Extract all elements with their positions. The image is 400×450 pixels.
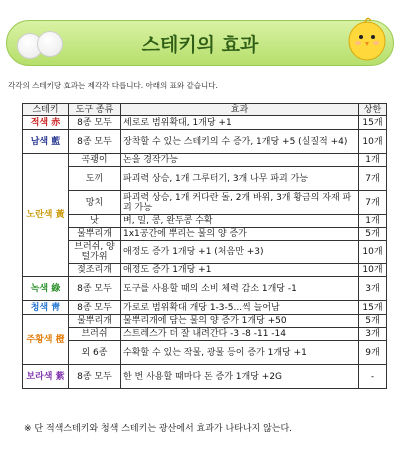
- tool-type: 도끼: [69, 167, 121, 191]
- effect: 세로로 범위확대, 1개당 +1: [121, 116, 359, 130]
- max-count: 3개: [359, 328, 387, 341]
- effect: 애정도 증가 1개당 +1: [121, 264, 359, 277]
- max-count: 9개: [359, 341, 387, 365]
- table-row: [23, 215, 387, 228]
- table-row: [23, 341, 387, 365]
- title-banner: [6, 20, 394, 66]
- tool-type: 8종 모두: [69, 130, 121, 154]
- table-row: [23, 277, 387, 301]
- max-count: 15개: [359, 301, 387, 315]
- table-row: [23, 241, 387, 264]
- max-count: 7개: [359, 167, 387, 191]
- max-count: 5개: [359, 315, 387, 328]
- table-row: [23, 365, 387, 389]
- max-count: 7개: [359, 191, 387, 215]
- table-row: [23, 264, 387, 277]
- effects-table: [22, 103, 387, 389]
- max-count: 1개: [359, 215, 387, 228]
- table-row: [23, 301, 387, 315]
- table-row: [23, 191, 387, 215]
- tool-type: 8종 모두: [69, 116, 121, 130]
- header-color: 스테키: [23, 104, 69, 116]
- max-count: 15개: [359, 116, 387, 130]
- tool-type: 물뿌리개: [69, 228, 121, 241]
- tool-type: 브러쉬, 양털가위: [69, 241, 121, 264]
- effect: 파괴력 상승, 1개 그루터기, 3개 나무 파괴 가능: [121, 167, 359, 191]
- tool-type: 8종 모두: [69, 301, 121, 315]
- tool-type: 곡괭이: [69, 154, 121, 167]
- color-red: 적색 赤: [23, 116, 69, 130]
- effect: 가로로 범위확대 개당 1-3-5...씩 늘어남: [121, 301, 359, 315]
- effect: 한 번 사용할 때마다 돈 증가 1개당 +2G: [121, 365, 359, 389]
- table-row: [23, 315, 387, 328]
- max-count: -: [359, 365, 387, 389]
- tool-type: 8종 모두: [69, 277, 121, 301]
- tool-type: 망치: [69, 191, 121, 215]
- effect: 애정도 증가 1개당 +1 (처음만 +3): [121, 241, 359, 264]
- table-row: [23, 167, 387, 191]
- max-count: 10개: [359, 130, 387, 154]
- tool-type: 물뿌리개: [69, 315, 121, 328]
- tool-type: 8종 모두: [69, 365, 121, 389]
- table-row: [23, 154, 387, 167]
- effect: 1x1공간에 뿌리는 물의 양 증가: [121, 228, 359, 241]
- header-effect: 효과: [121, 104, 359, 116]
- max-count: 3개: [359, 277, 387, 301]
- effect: 파괴력 상승, 1개 커다란 돌, 2개 바위, 3개 황금의 자재 파괴 가능: [121, 191, 359, 215]
- table-row: [23, 228, 387, 241]
- header-tool-type: 도구 종류: [69, 104, 121, 116]
- max-count: 5개: [359, 228, 387, 241]
- color-green: 녹색 綠: [23, 277, 69, 301]
- max-count: 10개: [359, 264, 387, 277]
- effect: 도구를 사용할 때의 소비 체력 감소 1개당 -1: [121, 277, 359, 301]
- tool-type: 낫: [69, 215, 121, 228]
- color-purple: 보라색 紫: [23, 365, 69, 389]
- footnote: ※ 단 적색스테키와 청색 스테키는 광산에서 효과가 나타나지 않는다.: [24, 424, 293, 434]
- chick-icon: [345, 9, 389, 63]
- tool-type: 외 6종: [69, 341, 121, 365]
- color-orange: 주황색 橙: [23, 315, 69, 365]
- effect: 수확할 수 있는 작물, 광물 등이 증가 1개당 +1: [121, 341, 359, 365]
- header-max: 상한: [359, 104, 387, 116]
- intro-text: 각각의 스테키당 효과는 제각각 다릅니다. 아래의 표와 같습니다.: [8, 81, 218, 90]
- table-header-row: [23, 104, 387, 116]
- color-blue: 청색 靑: [23, 301, 69, 315]
- table-row: [23, 328, 387, 341]
- effect: 스트레스가 더 잘 내려간다 -3 -8 -11 -14: [121, 328, 359, 341]
- color-indigo: 남색 藍: [23, 130, 69, 154]
- effect: 물뿌리개에 담는 물의 양 증가 1개당 +50: [121, 315, 359, 328]
- table-row: [23, 116, 387, 130]
- page-title: 스테키의 효과: [141, 34, 259, 56]
- max-count: 1개: [359, 154, 387, 167]
- tool-type: 브러쉬: [69, 328, 121, 341]
- effect: 장착할 수 있는 스테키의 수 증가, 1개당 +5 (실질적 +4): [121, 130, 359, 154]
- color-yellow: 노란색 黃: [23, 154, 69, 277]
- max-count: 10개: [359, 241, 387, 264]
- effect: 벼, 밀, 콩, 완두콩 수확: [121, 215, 359, 228]
- table-row: [23, 130, 387, 154]
- effect: 논을 경작가능: [121, 154, 359, 167]
- tool-type: 젖조리개: [69, 264, 121, 277]
